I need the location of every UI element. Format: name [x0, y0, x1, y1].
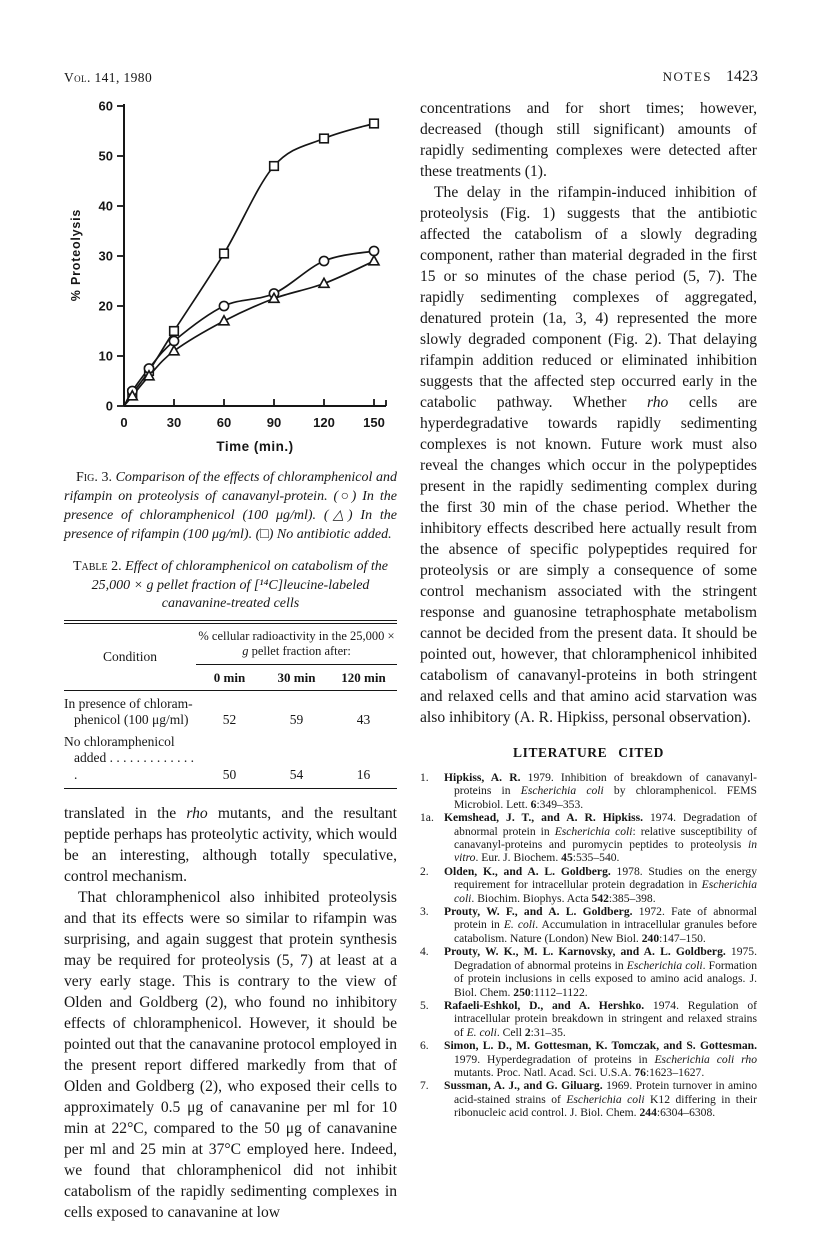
header-right — [663, 68, 758, 86]
square-marker — [320, 134, 329, 143]
svg-text:0: 0 — [105, 398, 113, 414]
svg-text:120: 120 — [313, 415, 335, 430]
square-marker — [270, 162, 279, 171]
table-value-cell: 54 — [289, 766, 304, 782]
proteolysis-chart — [64, 90, 397, 462]
svg-text:60: 60 — [98, 98, 113, 114]
table-value-cell: 52 — [222, 712, 237, 727]
chart-series-square — [124, 124, 374, 407]
circle-marker — [319, 256, 328, 265]
table-row — [64, 696, 397, 729]
header-page-number: 1423 — [726, 68, 758, 85]
table-value-cell: 50 — [222, 766, 237, 782]
table-column-headers — [196, 665, 397, 690]
table-header-group — [196, 624, 397, 690]
reference-item: 2. Olden, K., and A. L. Goldberg. 1978. Studies on the energy requirement for intracellular protein degradation in Escherichia coli. Biochim. Biophys. Acta 542:385–398. — [420, 864, 757, 905]
right-column — [420, 98, 757, 1120]
table-condition-cell: No chloramphenicol added . . . . . . . . . . . . . . — [64, 733, 194, 782]
table-column-header: 120 min — [341, 669, 386, 685]
circle-marker — [219, 301, 228, 310]
svg-text:30: 30 — [166, 415, 182, 430]
body-paragraph: concentrations and for short times; however, decreased (though still significant) amounts of rapidly sedimenting complexes were detected after these treatments (1). — [420, 100, 757, 180]
reference-number: 1a. — [420, 811, 434, 825]
reference-item: 4. Prouty, W. K., M. L. Karnovsky, and A. L. Goldberg. 1975. Degradation of abnormal proteins in Escherichia coli. Formation of protein inclusions in cells exposed to amino acid analogs. J. Biol. Chem. 250:1112–1122. — [420, 945, 757, 999]
literature-cited-heading: LITERATURE CITED — [512, 745, 664, 760]
reference-number: 5. — [420, 998, 429, 1012]
svg-text:10: 10 — [98, 348, 113, 364]
svg-text:40: 40 — [98, 198, 113, 214]
body-paragraph: translated in the rho mutants, and the resultant peptide perhaps has proteolytic activity, which would be an interesting, although totally speculative, control mechanism. — [64, 805, 397, 885]
table-value-cell: 16 — [356, 766, 371, 782]
chart-series-circle — [124, 251, 374, 406]
svg-text:Time (min.): Time (min.) — [216, 439, 294, 454]
reference-item: 1. Hipkiss, A. R. 1979. Inhibition of breakdown of canavanyl-proteins in Escherichia coli by chloramphenicol. FEMS Microbiol. Lett. 6:349–353. — [420, 771, 757, 811]
reference-item: 6. Simon, L. D., M. Gottesman, K. Tomczak, and S. Gottesman. 1979. Hyperdegradation of proteins in Escherichia coli rho mutants. Proc. Natl. Acad. Sci. U.S.A. 76:1623–1627. — [420, 1039, 757, 1079]
table-group-header: % cellular radioactivity in the 25,000 × g pellet fraction after: — [198, 628, 395, 658]
svg-text:90: 90 — [266, 415, 282, 430]
triangle-marker — [219, 316, 229, 325]
svg-text:20: 20 — [98, 298, 113, 314]
table-row — [64, 734, 397, 784]
reference-number: 7. — [420, 1079, 429, 1093]
table-header-rule — [64, 690, 397, 691]
header-section: NOTES — [662, 69, 712, 84]
reference-number: 6. — [420, 1039, 429, 1053]
table-2 — [64, 558, 397, 789]
reference-number: 2. — [420, 864, 429, 878]
reference-item: 5. Rafaeli-Eshkol, D., and A. Hershko. 1974. Regulation of intracellular protein breakdown in stringent and relaxed strains of E. coli. Cell 2:31–35. — [420, 998, 757, 1039]
table-title: Table 2. Effect of chloramphenicol on catabolism of the 25,000 × g pellet fraction of [¹⁴C]leucine-labeled canavanine-treated cells — [72, 559, 388, 611]
triangle-marker — [169, 346, 179, 355]
svg-text:60: 60 — [216, 415, 232, 430]
table-column-header: 30 min — [277, 669, 316, 685]
table-bottom-rule — [64, 788, 397, 789]
svg-text:% Proteolysis: % Proteolysis — [69, 208, 83, 302]
svg-text:30: 30 — [98, 248, 113, 264]
proteolysis-chart-svg — [64, 90, 397, 462]
left-column — [64, 90, 397, 1223]
table-value-cell: 43 — [356, 712, 371, 727]
reference-number: 3. — [420, 905, 429, 919]
table-header-condition: Condition — [102, 648, 157, 664]
square-marker — [370, 119, 379, 128]
header-volume: Vol. 141, 1980 — [64, 70, 153, 85]
table-condition-cell: In presence of chloram- phenicol (100 μg/ml) — [64, 695, 193, 727]
chart-series-triangle — [124, 261, 374, 406]
reference-number: 4. — [420, 945, 429, 959]
body-paragraph: The delay in the rifampin-induced inhibition of proteolysis (Fig. 1) suggests that the antibiotic affected the catabolism of a slowly degrading component, rather than material degraded in the first 15 or so minutes of the chase period (5, 7). The rapidly sedimenting complexes of aggregated, denatured protein (1a, 3, 4) represented the more slowly degraded component (Fig. 2). That delaying rifampin addition reduced or eliminated inhibition suggests that the affected step occurred early in the catabolic pathway. Whether rho cells are hyperdegradative towards rapidly sedimenting complexes is not known. Future work must also reveal the changes which occur in the polypeptides present in the rapidly sedimenting complex during the first 30 min of the chase period. Whether the inhibitory effects described here actually result from the absence of specific polypeptides required for proteolysis or are simply a consequence of some control mechanism associated with the stringent response and guanosine tetraphosphate metabolism cannot be decided from the present data. It should be pointed out, however, that chloramphenicol inhibited catabolism of canavanyl-proteins in both stringent and relaxed cells and that amino acid starvation was also inhibitory (A. R. Hipkiss, personal observation). — [420, 184, 757, 726]
square-marker — [170, 327, 179, 336]
table-body — [64, 696, 397, 784]
reference-list — [420, 771, 757, 1120]
table-value-cell: 59 — [289, 712, 304, 727]
svg-text:50: 50 — [98, 148, 113, 164]
table-column-header: 0 min — [213, 669, 246, 685]
square-marker — [220, 249, 229, 258]
reference-item: 7. Sussman, A. J., and G. Giluarg. 1969. Protein turnover in amino acid-stained strains of Escherichia coli K12 differing in their ribonucleic acid control. J. Biol. Chem. 244:6304–6308. — [420, 1079, 757, 1120]
triangle-marker — [369, 256, 379, 265]
figure-caption: Fig. 3. Comparison of the effects of chloramphenicol and rifampin on proteolysis of canavanyl-protein. (○) In the presence of chloramphenicol (100 μg/ml). (△) In the presence of rifampin (100 μg/ml). (□) No antibiotic added. — [64, 470, 398, 542]
reference-item: 3. Prouty, W. F., and A. L. Goldberg. 1972. Fate of abnormal protein in E. coli. Accumulation in intracellular granules before catabolism. Nature (London) New Biol. 240:147–150. — [420, 905, 757, 945]
table-header — [64, 624, 397, 690]
svg-text:150: 150 — [363, 415, 385, 430]
reference-number: 1. — [420, 771, 429, 784]
body-paragraph: That chloramphenicol also inhibited proteolysis and that its effects were so similar to rifampin was surprising, and again suggest that protein synthesis may be required for proteolysis (5, 7) at least at a very early stage. This is contrary to the view of Olden and Goldberg (2), who found no inhibitory effects of chloramphenicol. However, it should be pointed out that the canavanine protocol employed in the present report differed markedly from that of Olden and Goldberg (2), who exposed their cells to approximately 0.5 μg of canavanine per ml for 10 min at 22°C, compared to the 50 μg of canavanine per ml and 25 min at 37°C employed here. Indeed, we found that chloramphenicol did not inhibit catabolism of the rapidly sedimenting complexes in cells exposed to canavanine at low — [64, 889, 397, 1221]
reference-item: 1a. Kemshead, J. T., and A. R. Hipkiss. 1974. Degradation of abnormal protein in Escherichia coli: relative susceptibility of canavanyl-proteins and puromycin peptides to proteolysis in vitro. Eur. J. Biochem. 45:535–540. — [420, 811, 757, 865]
svg-text:0: 0 — [120, 415, 128, 430]
